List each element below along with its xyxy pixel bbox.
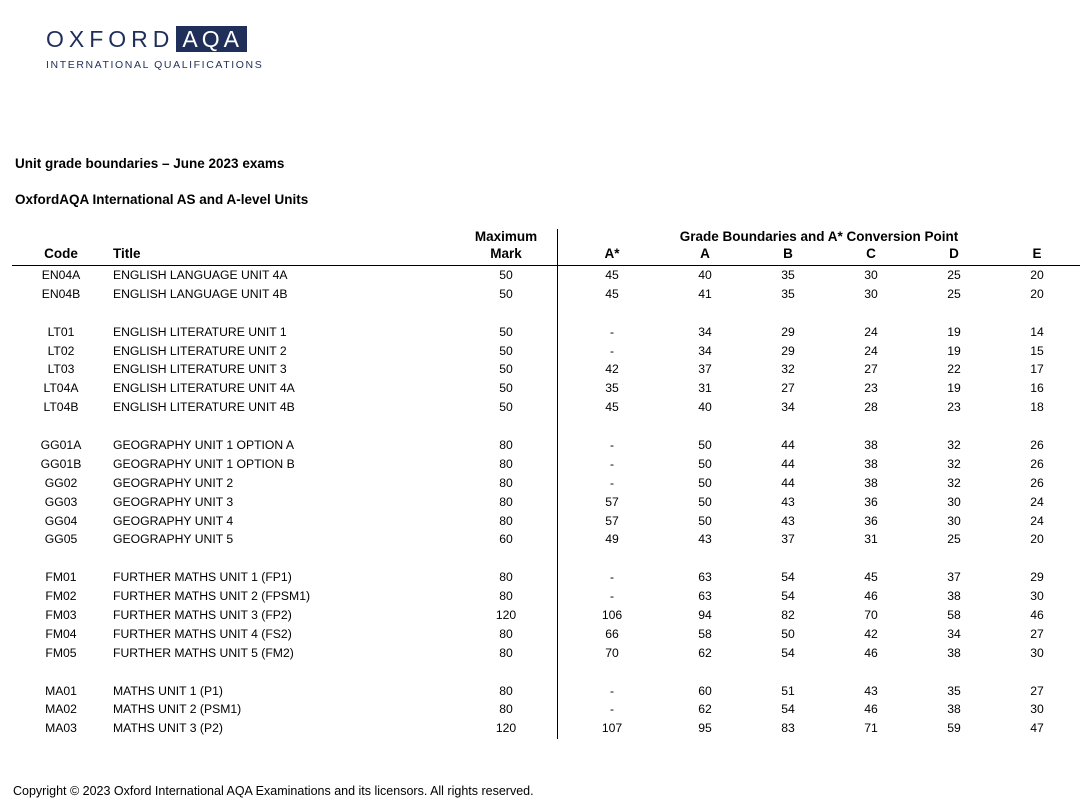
grade-d: 30 — [947, 513, 961, 528]
unit-code: FM03 — [45, 608, 77, 623]
max-mark: 50 — [499, 268, 513, 282]
logo-brand-text: OXFORD — [46, 26, 175, 52]
table-row — [0, 398, 1080, 417]
table-row — [0, 379, 1080, 398]
grade-d: 38 — [947, 702, 961, 717]
grade-a-star: 57 — [605, 494, 619, 509]
logo-aqa-box: AQA — [176, 26, 247, 52]
grade-b: 29 — [781, 343, 795, 358]
grade-a: 58 — [698, 626, 712, 641]
grade-c: 38 — [864, 438, 878, 453]
grade-a: 43 — [698, 532, 712, 547]
grade-b: 83 — [781, 721, 795, 736]
grade-a: 34 — [698, 343, 712, 358]
grade-b: 44 — [781, 475, 795, 490]
grade-a-star: - — [609, 683, 615, 698]
unit-title: GEOGRAPHY UNIT 3 — [113, 494, 234, 509]
table-row — [0, 342, 1080, 361]
grade-b: 35 — [781, 286, 795, 301]
grade-b: 50 — [781, 626, 795, 641]
grade-a: 34 — [698, 324, 712, 339]
unit-code: LT04A — [43, 381, 79, 396]
grade-a: 50 — [698, 438, 712, 453]
unit-code: LT01 — [47, 324, 75, 339]
grade-e: 26 — [1030, 456, 1044, 471]
grade-b: 54 — [781, 589, 795, 604]
max-mark: 80 — [499, 702, 513, 717]
grade-c: 46 — [864, 702, 878, 717]
grade-a: 95 — [698, 721, 712, 736]
grade-e: 14 — [1030, 324, 1044, 339]
grade-a-star: 106 — [601, 608, 623, 623]
grade-c: 24 — [864, 324, 878, 339]
grade-e: 24 — [1030, 513, 1044, 528]
grade-a-star: 49 — [605, 532, 619, 547]
table-spacer-row — [0, 304, 1080, 323]
unit-code: GG05 — [44, 532, 78, 547]
grade-e: 46 — [1030, 608, 1044, 623]
table-row — [0, 530, 1080, 549]
page-subtitle: OxfordAQA International AS and A-level Units — [15, 192, 309, 207]
grade-a: 60 — [698, 683, 712, 698]
grade-c: 38 — [864, 456, 878, 471]
grade-e: 26 — [1030, 438, 1044, 453]
grade-d: 32 — [947, 456, 961, 471]
unit-title: ENGLISH LITERATURE UNIT 4A — [113, 381, 295, 396]
grade-a: 63 — [698, 589, 712, 604]
grade-e: 16 — [1030, 381, 1044, 396]
unit-title: MATHS UNIT 1 (P1) — [113, 683, 223, 698]
grade-d: 34 — [947, 626, 961, 641]
table-row — [0, 436, 1080, 455]
table-row — [0, 568, 1080, 587]
grade-a-star: - — [609, 438, 615, 453]
grade-a-star: 70 — [605, 645, 619, 660]
max-mark: 80 — [499, 456, 513, 471]
unit-title: MATHS UNIT 3 (P2) — [113, 721, 223, 736]
unit-title: ENGLISH LITERATURE UNIT 4B — [113, 400, 295, 415]
grade-d: 23 — [947, 400, 961, 415]
grade-d: 25 — [947, 286, 961, 301]
grade-d: 32 — [947, 438, 961, 453]
table-row — [0, 682, 1080, 701]
table-row — [0, 360, 1080, 379]
grade-a-star: 57 — [605, 513, 619, 528]
grade-e: 27 — [1030, 626, 1044, 641]
unit-title: ENGLISH LITERATURE UNIT 3 — [113, 362, 287, 377]
unit-code: FM05 — [45, 645, 77, 660]
grade-e: 29 — [1030, 570, 1044, 585]
grade-a-star: - — [609, 589, 615, 604]
header-a-star: A* — [604, 246, 620, 261]
unit-title: ENGLISH LITERATURE UNIT 2 — [113, 343, 287, 358]
grade-c: 70 — [864, 608, 878, 623]
unit-code: LT04B — [43, 400, 79, 415]
max-mark: 80 — [499, 683, 513, 698]
max-mark: 60 — [499, 532, 513, 547]
table-row — [0, 455, 1080, 474]
max-mark: 80 — [499, 589, 513, 604]
grade-c: 38 — [864, 475, 878, 490]
unit-code: FM02 — [45, 589, 77, 604]
table-row — [0, 285, 1080, 304]
grade-d: 22 — [947, 362, 961, 377]
max-mark: 50 — [499, 286, 513, 301]
grade-a: 50 — [698, 456, 712, 471]
header-c: C — [866, 246, 876, 261]
table-row — [0, 587, 1080, 606]
header-maximum: Maximum — [474, 229, 538, 244]
max-mark: 50 — [499, 324, 513, 339]
max-mark: 80 — [499, 513, 513, 528]
grade-a: 63 — [698, 570, 712, 585]
logo-subtitle: INTERNATIONAL QUALIFICATIONS — [46, 59, 264, 71]
grade-d: 19 — [947, 381, 961, 396]
grade-e: 20 — [1030, 532, 1044, 547]
table-spacer-row — [0, 663, 1080, 682]
grade-b: 82 — [781, 608, 795, 623]
unit-code: FM01 — [45, 570, 77, 585]
max-mark: 80 — [499, 570, 513, 585]
table-spacer-row — [0, 417, 1080, 436]
grade-a-star: - — [609, 456, 615, 471]
grade-a: 94 — [698, 608, 712, 623]
grade-b: 51 — [781, 683, 795, 698]
unit-code: LT02 — [47, 343, 75, 358]
grade-d: 35 — [947, 683, 961, 698]
unit-title: ENGLISH LANGUAGE UNIT 4B — [113, 286, 288, 301]
unit-code: MA01 — [45, 683, 77, 698]
grade-a-star: 45 — [605, 286, 619, 301]
grade-a-star: 45 — [605, 400, 619, 415]
grade-c: 46 — [864, 645, 878, 660]
grade-b: 54 — [781, 645, 795, 660]
unit-title: GEOGRAPHY UNIT 2 — [113, 475, 234, 490]
unit-title: GEOGRAPHY UNIT 1 OPTION B — [113, 456, 295, 471]
grade-a: 50 — [698, 513, 712, 528]
unit-code: GG01B — [40, 456, 82, 471]
grade-a-star: 66 — [605, 626, 619, 641]
header-e: E — [1032, 246, 1042, 261]
grade-d: 25 — [947, 268, 961, 282]
unit-title: ENGLISH LANGUAGE UNIT 4A — [113, 268, 288, 282]
unit-title: FURTHER MATHS UNIT 5 (FM2) — [113, 645, 294, 660]
unit-code: GG03 — [44, 494, 78, 509]
page-title: Unit grade boundaries – June 2023 exams — [15, 156, 285, 171]
grade-b: 37 — [781, 532, 795, 547]
max-mark: 50 — [499, 343, 513, 358]
grade-a-star: 45 — [605, 268, 619, 282]
unit-code: GG04 — [44, 513, 78, 528]
grade-c: 36 — [864, 513, 878, 528]
grade-c: 71 — [864, 721, 878, 736]
unit-code: EN04A — [41, 268, 81, 282]
grade-a-star: 35 — [605, 381, 619, 396]
grade-d: 59 — [947, 721, 961, 736]
grade-a: 62 — [698, 645, 712, 660]
grade-a: 50 — [698, 475, 712, 490]
grade-b: 54 — [781, 570, 795, 585]
unit-title: MATHS UNIT 2 (PSM1) — [113, 702, 242, 717]
grade-e: 30 — [1030, 702, 1044, 717]
grade-b: 44 — [781, 438, 795, 453]
grade-c: 42 — [864, 626, 878, 641]
header-title: Title — [113, 246, 141, 261]
max-mark: 120 — [495, 608, 517, 623]
max-mark: 50 — [499, 362, 513, 377]
max-mark: 80 — [499, 645, 513, 660]
unit-code: MA02 — [45, 702, 77, 717]
oxfordaqa-logo — [46, 26, 263, 71]
grade-d: 32 — [947, 475, 961, 490]
unit-code: LT03 — [47, 362, 75, 377]
header-b: B — [783, 246, 793, 261]
grade-c: 24 — [864, 343, 878, 358]
grade-d: 58 — [947, 608, 961, 623]
unit-title: GEOGRAPHY UNIT 1 OPTION A — [113, 438, 295, 453]
header-d: D — [949, 246, 959, 261]
grade-e: 18 — [1030, 400, 1044, 415]
max-mark: 80 — [499, 626, 513, 641]
grade-b: 43 — [781, 494, 795, 509]
max-mark: 50 — [499, 400, 513, 415]
grade-table-body — [0, 266, 1080, 738]
table-row — [0, 700, 1080, 719]
unit-title: GEOGRAPHY UNIT 5 — [113, 532, 234, 547]
grade-d: 30 — [947, 494, 961, 509]
max-mark: 80 — [499, 438, 513, 453]
unit-title: ENGLISH LITERATURE UNIT 1 — [113, 324, 287, 339]
unit-title: FURTHER MATHS UNIT 2 (FPSM1) — [113, 589, 311, 604]
grade-b: 44 — [781, 456, 795, 471]
grade-e: 30 — [1030, 589, 1044, 604]
table-row — [0, 719, 1080, 738]
grade-b: 29 — [781, 324, 795, 339]
copyright-footer: Copyright © 2023 Oxford International AQA Examinations and its licensors. All rights reserved. — [13, 784, 534, 798]
grade-e: 20 — [1030, 268, 1044, 282]
grade-a-star: 42 — [605, 362, 619, 377]
table-row — [0, 493, 1080, 512]
grade-c: 36 — [864, 494, 878, 509]
grade-b: 34 — [781, 400, 795, 415]
table-spacer-row — [0, 549, 1080, 568]
grade-a-star: - — [609, 702, 615, 717]
grade-b: 43 — [781, 513, 795, 528]
header-a: A — [700, 246, 710, 261]
grade-b: 27 — [781, 381, 795, 396]
grade-a: 40 — [698, 268, 712, 282]
grade-e: 24 — [1030, 494, 1044, 509]
grade-d: 25 — [947, 532, 961, 547]
grade-a: 31 — [698, 381, 712, 396]
max-mark: 50 — [499, 381, 513, 396]
max-mark: 120 — [495, 721, 517, 736]
unit-title: GEOGRAPHY UNIT 4 — [113, 513, 234, 528]
grade-a: 37 — [698, 362, 712, 377]
grade-a: 40 — [698, 400, 712, 415]
grade-a-star: 107 — [601, 721, 623, 736]
grade-d: 19 — [947, 324, 961, 339]
max-mark: 80 — [499, 494, 513, 509]
grade-e: 20 — [1030, 286, 1044, 301]
grade-e: 27 — [1030, 683, 1044, 698]
unit-code: MA03 — [45, 721, 77, 736]
header-mark: Mark — [490, 246, 522, 261]
grade-e: 47 — [1030, 721, 1044, 736]
unit-title: FURTHER MATHS UNIT 4 (FS2) — [113, 626, 292, 641]
grade-d: 38 — [947, 645, 961, 660]
table-row — [0, 266, 1080, 285]
grade-d: 38 — [947, 589, 961, 604]
grade-a: 62 — [698, 702, 712, 717]
grade-a: 50 — [698, 494, 712, 509]
header-code: Code — [44, 246, 78, 261]
grade-e: 15 — [1030, 343, 1044, 358]
grade-c: 45 — [864, 570, 878, 585]
grade-e: 30 — [1030, 645, 1044, 660]
grade-e: 26 — [1030, 475, 1044, 490]
table-row — [0, 644, 1080, 663]
max-mark: 80 — [499, 475, 513, 490]
grade-c: 43 — [864, 683, 878, 698]
grade-c: 30 — [864, 286, 878, 301]
grade-b: 35 — [781, 268, 795, 282]
unit-code: FM04 — [45, 626, 77, 641]
grade-b: 54 — [781, 702, 795, 717]
table-row — [0, 606, 1080, 625]
grade-c: 46 — [864, 589, 878, 604]
grade-c: 23 — [864, 381, 878, 396]
table-row — [0, 323, 1080, 342]
grade-d: 19 — [947, 343, 961, 358]
grade-a-star: - — [609, 324, 615, 339]
grade-a-star: - — [609, 475, 615, 490]
grade-d: 37 — [947, 570, 961, 585]
grade-b: 32 — [781, 362, 795, 377]
grade-c: 30 — [864, 268, 878, 282]
unit-code: GG02 — [44, 475, 78, 490]
grade-c: 27 — [864, 362, 878, 377]
table-row — [0, 625, 1080, 644]
table-row — [0, 474, 1080, 493]
grade-a: 41 — [698, 286, 712, 301]
unit-code: EN04B — [41, 286, 81, 301]
table-row — [0, 512, 1080, 531]
unit-title: FURTHER MATHS UNIT 1 (FP1) — [113, 570, 292, 585]
header-grade-boundaries: Grade Boundaries and A* Conversion Point — [679, 229, 959, 244]
unit-title: FURTHER MATHS UNIT 3 (FP2) — [113, 608, 292, 623]
unit-code: GG01A — [40, 438, 82, 453]
grade-e: 17 — [1030, 362, 1044, 377]
grade-c: 31 — [864, 532, 878, 547]
grade-c: 28 — [864, 400, 878, 415]
grade-a-star: - — [609, 570, 615, 585]
grade-a-star: - — [609, 343, 615, 358]
